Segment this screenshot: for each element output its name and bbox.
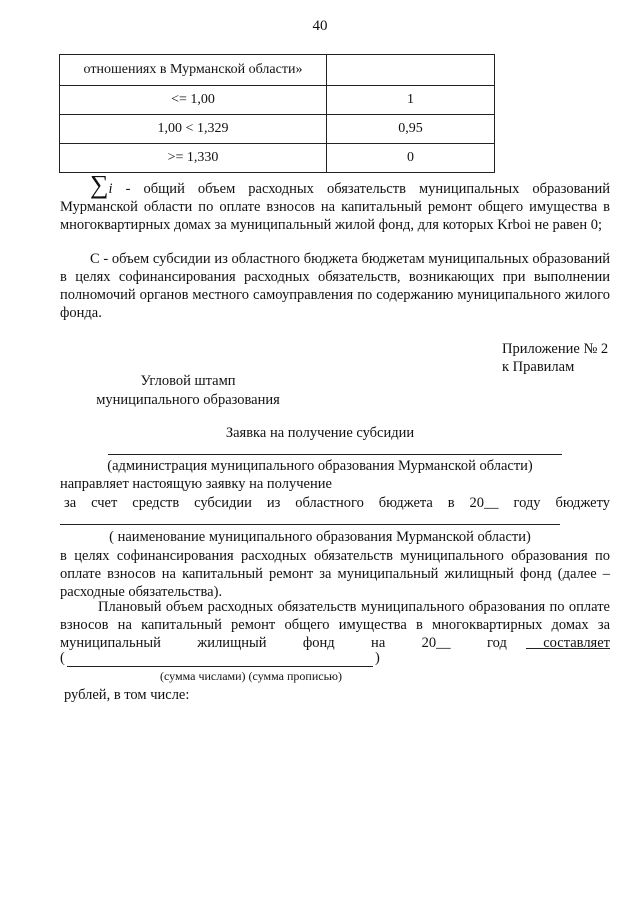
stamp-line-1: Угловой штамп xyxy=(140,373,236,389)
admin-caption: (администрация муниципального образования Мурманской области) xyxy=(107,458,533,474)
table-cell: >= 1,330 xyxy=(60,144,327,173)
table-cell: 0,95 xyxy=(327,115,495,144)
paren-close: ) xyxy=(375,650,380,666)
table-cell: отношениях в Мурманской области» xyxy=(60,55,327,86)
purpose-text: в целях софинансирования расходных обязательств муниципального образования по оплате взносов на капитальный ремонт за муниципальный жилищный фонд (далее – расходные обязательства). xyxy=(60,548,610,600)
name-blank-line xyxy=(60,524,560,525)
sigma-symbol: ∑ xyxy=(90,170,109,199)
stamp-line-2: муниципального образования xyxy=(96,392,280,408)
name-caption: ( наименование муниципального образования Мурманской области) xyxy=(109,529,531,545)
appendix-line-1: Приложение № 2 xyxy=(502,341,609,357)
funds-text: за счет средств субсидии из областного бюджета в 20__ году бюджету xyxy=(64,495,610,511)
planned-volume-text: Плановый объем расходных обязательств муниципального образования по оплате взносов на капитальный ремонт общего имущества в многоквартирных домах за муниципальный жилищный фонд на 20__ год составляет xyxy=(60,599,610,651)
corner-stamp xyxy=(88,372,288,410)
sum-caption: (сумма числами) (сумма прописью) xyxy=(160,669,343,683)
table-cell xyxy=(327,55,495,86)
paren-open: ( xyxy=(60,650,65,666)
admin-blank-line xyxy=(108,454,562,455)
table-row xyxy=(60,86,495,115)
sigma-variable: i xyxy=(108,181,113,197)
sum-definition-text: - общий объем расходных обязательств муниципальных образований Мурманской области по оплате взносов на капитальный ремонт общего имущества в многоквартирных домах за муниципальный жилой фонд, для которых Krboi не равен 0; xyxy=(60,181,610,233)
page-number: 40 xyxy=(312,18,328,34)
criteria-table xyxy=(59,54,495,173)
table-cell: 0 xyxy=(327,144,495,173)
rubles-text: рублей, в том числе: xyxy=(64,687,190,703)
sum-definition xyxy=(60,170,610,234)
form-title: Заявка на получение субсидии xyxy=(225,425,415,441)
table-row xyxy=(60,115,495,144)
c-definition: С - объем субсидии из областного бюджета бюджетам муниципальных образований в целях софинансирования расходных обязательств, возникающих при выполнении полномочий органов местного самоуправления по содержанию муниципального жилого фонда. xyxy=(60,251,610,321)
amount-blank-line xyxy=(526,648,610,649)
sum-blank-line xyxy=(67,666,373,667)
appendix-line-2: к Правилам xyxy=(502,359,575,375)
table-cell: <= 1,00 xyxy=(60,86,327,115)
table-cell: 1 xyxy=(327,86,495,115)
appendix-label xyxy=(502,340,608,376)
table-row xyxy=(60,144,495,173)
sends-request-text: направляет настоящую заявку на получение xyxy=(60,476,332,492)
table-row xyxy=(60,55,495,86)
table-cell: 1,00 < 1,329 xyxy=(60,115,327,144)
